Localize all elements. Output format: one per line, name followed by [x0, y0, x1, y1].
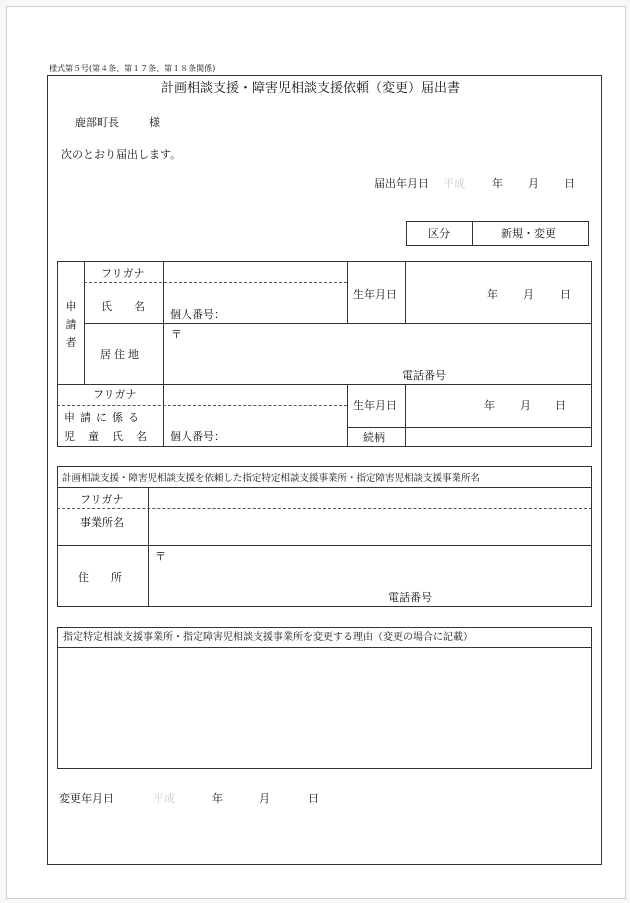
addressee-honorific: 様	[149, 116, 160, 129]
applicant-address-label: 居住地	[100, 348, 142, 361]
child-personal-number-label: 個人番号：	[170, 430, 225, 443]
child-label-line1: 申請に係る	[64, 411, 144, 424]
filing-date-label: 届出年月日	[374, 177, 429, 190]
child-birth-label: 生年月日	[353, 399, 397, 412]
child-label-line2: 児童氏名	[64, 430, 160, 443]
applicant-furigana-label: フリガナ	[101, 267, 145, 280]
change-date-month: 月	[259, 792, 270, 805]
change-reason-header: 指定特定相談支援事業所・指定障害児相談支援事業所を変更する理由（変更の場合に記載）	[63, 632, 473, 643]
intro-text: 次のとおり届出します。	[61, 148, 182, 161]
kubun-value[interactable]: 新規・変更	[501, 227, 556, 240]
form-page	[6, 6, 626, 899]
applicant-birth-month: 月	[523, 288, 534, 301]
filing-date-month: 月	[528, 177, 539, 190]
child-birth-month: 月	[520, 399, 531, 412]
office-postal-mark: 〒	[155, 550, 166, 563]
office-address-label: 住 所	[78, 571, 122, 584]
addressee: 鹿部町長	[75, 116, 119, 129]
form-title: 計画相談支援・障害児相談支援依頼（変更）届出書	[161, 81, 461, 96]
child-birth-day: 日	[555, 399, 566, 412]
form-number: 様式第５号(第４条、第１７条、第１８条関係)	[49, 64, 216, 73]
office-name-label: 事業所名	[80, 516, 124, 529]
kubun-label: 区分	[428, 227, 450, 240]
change-date-era: 平成	[153, 792, 175, 805]
office-header: 計画相談支援・障害児相談支援を依頼した指定特定相談支援事業所・指定障害児相談支援事業所名	[62, 473, 481, 484]
child-relation-label: 続柄	[363, 431, 385, 444]
child-furigana-label: フリガナ	[93, 388, 137, 401]
filing-date-era: 平成	[443, 177, 465, 190]
applicant-phone-label: 電話番号	[402, 369, 446, 382]
change-date-year: 年	[212, 792, 223, 805]
applicant-name-label: 氏 名	[101, 300, 145, 313]
change-date-day: 日	[308, 792, 319, 805]
change-reason-box	[57, 627, 592, 769]
change-date-label: 変更年月日	[59, 792, 114, 805]
applicant-birth-label: 生年月日	[353, 288, 397, 301]
applicant-birth-year: 年	[487, 288, 498, 301]
office-phone-label: 電話番号	[388, 591, 432, 604]
applicant-group-label: 申請者	[65, 300, 77, 349]
filing-date-day: 日	[564, 177, 575, 190]
applicant-birth-day: 日	[560, 288, 571, 301]
child-birth-year: 年	[484, 399, 495, 412]
office-furigana-label: フリガナ	[80, 493, 124, 506]
filing-date-year: 年	[492, 177, 503, 190]
applicant-personal-number-label: 個人番号：	[170, 308, 225, 321]
applicant-postal-mark: 〒	[171, 328, 182, 341]
